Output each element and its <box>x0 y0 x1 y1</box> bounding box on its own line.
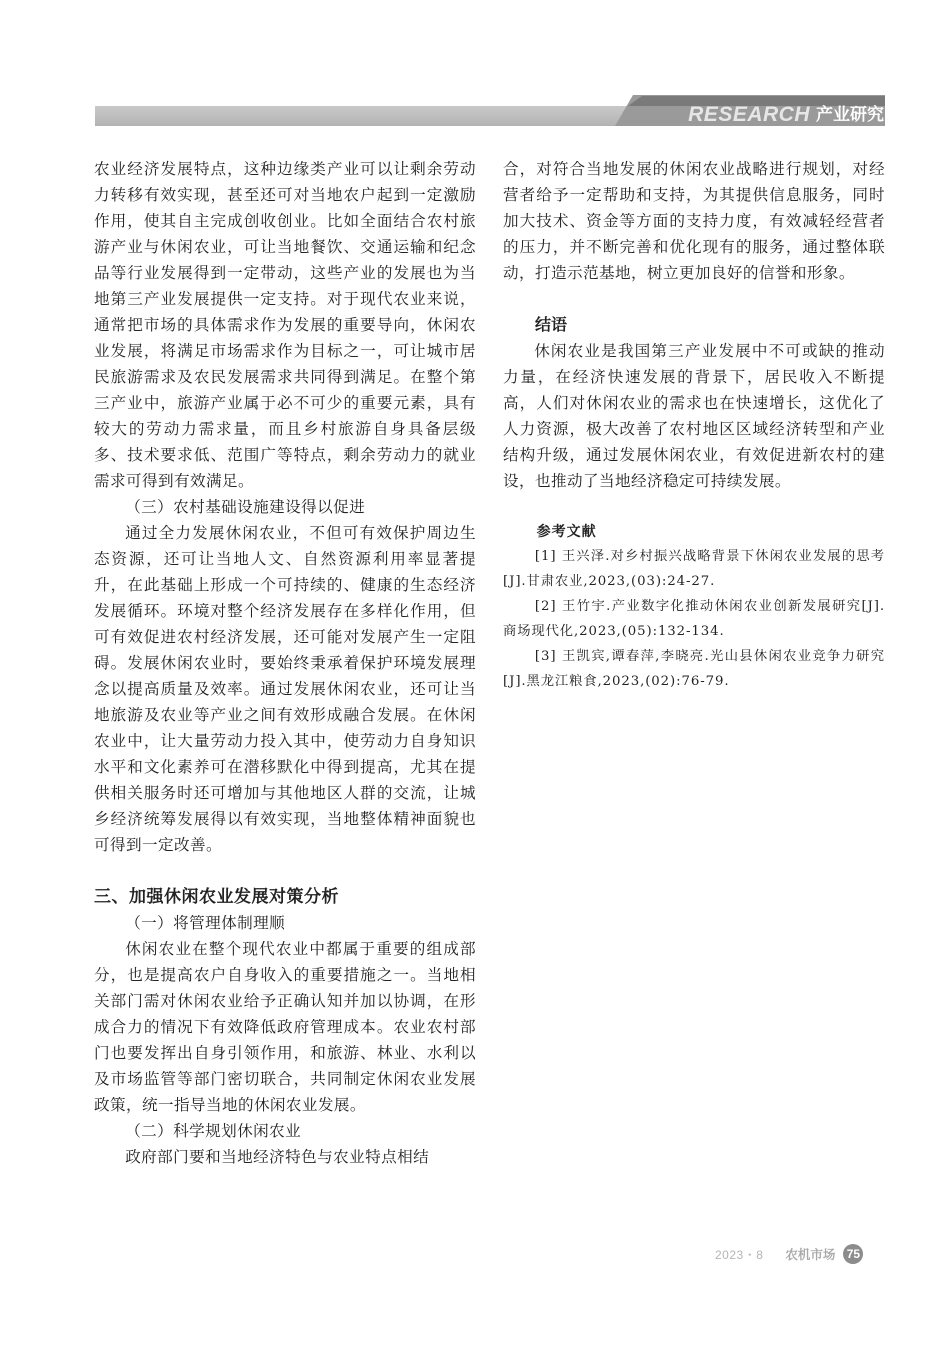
conclusion-heading: 结语 <box>535 315 568 334</box>
section-heading: 三、加强休闲农业发展对策分析 <box>94 887 339 907</box>
page-number-badge: 75 <box>843 1244 863 1264</box>
body-paragraph: 政府部门要和当地经济特色与农业特点相结 <box>125 1148 430 1166</box>
issue-date: 2023・8 <box>715 1247 764 1262</box>
body-paragraph: 通过全力发展休闲农业，不但可有效保护周边生态资源，还可让当地人文、自然资源利用率显著提升，在此基础上形成一个可持续的、健康的生态经济发展循环。环境对整个经济发展存在多样化作用，但可有效促进农村经济发展，还可能对发展产生一定阻碍。发展休闲农业时，要始终秉承着保护环境发展理念以提高质量及效率。通过发展休闲农业，还可让当地旅游及农业等产业之间有效形成融合发展。在休闲农业中，让大量劳动力投入其中，使劳动力自身知识水平和文化素养可在潜移默化中得到提高，尤其在提供相关服务时还可增加与其他地区人群的交流，让城乡经济统筹发展得以有效实现，当地整体精神面貌也可得到一定改善。 <box>94 524 476 854</box>
reference-item: [3] 王凯宾,谭春萍,李晓亮.光山县休闲农业竞争力研究[J].黑龙江粮食,2023,(02):76-79. <box>503 649 885 689</box>
body-paragraph: 休闲农业在整个现代农业中都属于重要的组成部分，也是提高农户自身收入的重要措施之一。当地相关部门需对休闲农业给予正确认知并加以协调，在形成合力的情况下有效降低政府管理成本。农业农村部门也要发挥出自身引领作用，和旅游、林业、水利以及市场监管等部门密切联合，共同制定休闲农业发展政策，统一指导当地的休闲农业发展。 <box>94 940 476 1114</box>
subsection-heading: （一）将管理体制理顺 <box>125 914 286 932</box>
subsection-heading: （三）农村基础设施建设得以促进 <box>125 498 366 516</box>
conclusion-paragraph: 休闲农业是我国第三产业发展中不可或缺的推动力量，在经济快速发展的背景下，居民收入不断提高，人们对休闲农业的需求也在快速增长，这优化了人力资源，极大改善了农村地区区域经济转型和产业结构升级，通过发展休闲农业，有效促进新农村的建设，也推动了当地经济稳定可持续发展。 <box>503 342 885 490</box>
right-column <box>503 156 885 694</box>
journal-name: 农机市场 <box>785 1247 836 1262</box>
body-paragraph: 合，对符合当地发展的休闲农业战略进行规划，对经营者给予一定帮助和支持，为其提供信息服务，同时加大技术、资金等方面的支持力度，有效减轻经营者的压力，并不断完善和优化现有的服务，通过整体联动，打造示范基地，树立更加良好的信誉和形象。 <box>503 160 885 282</box>
references-heading: 参考文献 <box>536 524 597 540</box>
body-paragraph: 农业经济发展特点，这种边缘类产业可以让剩余劳动力转移有效实现，甚至还可对当地农户起到一定激励作用，使其自主完成创收创业。比如全面结合农村旅游产业与休闲农业，可让当地餐饮、交通运输和纪念品等行业发展得到一定带动，这些产业的发展也为当地第三产业发展提供一定支持。对于现代农业来说，通常把市场的具体需求作为发展的重要导向，休闲农业发展，将满足市场需求作为目标之一，可让城市居民旅游需求及农民发展需求共同得到满足。在整个第三产业中，旅游产业属于必不可少的重要元素，具有较大的劳动力需求量，而且乡村旅游自身具备层级多、技术要求低、范围广等特点，剩余劳动力的就业需求可得到有效满足。 <box>94 160 476 490</box>
subsection-heading: （二）科学规划休闲农业 <box>125 1122 302 1140</box>
reference-item: [2] 王竹宇.产业数字化推动休闲农业创新发展研究[J].商场现代化,2023,(05):132-134. <box>503 599 885 639</box>
left-column <box>94 156 476 1170</box>
header-research-label: RESEARCH <box>688 103 810 126</box>
reference-item: [1] 王兴泽.对乡村振兴战略背景下休闲农业发展的思考[J].甘肃农业,2023,(03):24-27. <box>503 549 885 589</box>
page-footer <box>715 1244 863 1264</box>
header-title <box>688 102 884 126</box>
header-section-label: 产业研究 <box>816 105 884 125</box>
